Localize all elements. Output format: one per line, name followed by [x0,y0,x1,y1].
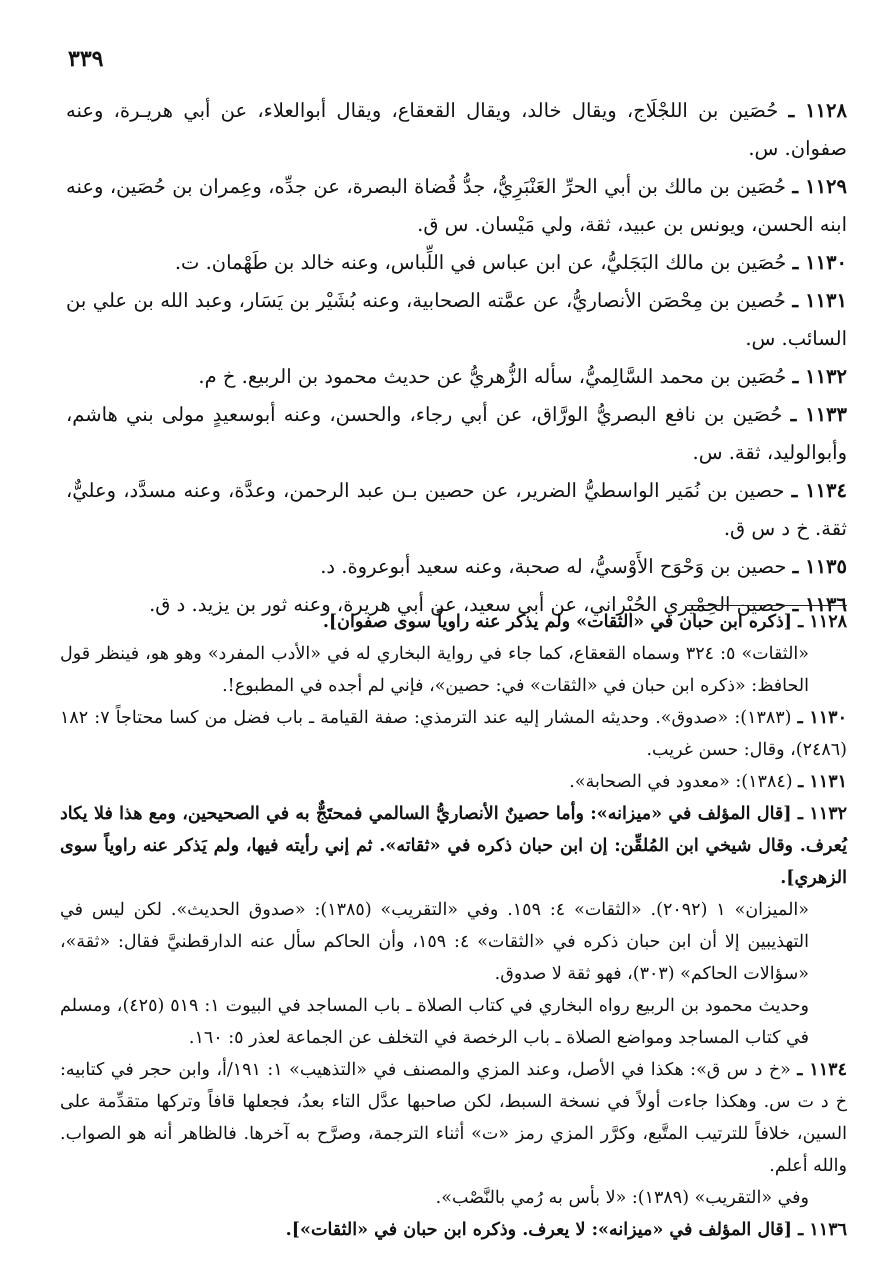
entry-1128 [66,92,847,168]
note-1128 [60,606,847,638]
note-1134 [60,1054,847,1182]
note-1128-detail [60,638,847,702]
entry-text: حُصَين بن نافع البصريُّ الورَّاق، عن أبي رجاء، والحسن، وعنه أبوسعيدٍ مولى بني هاشم، وأبوالوليد، ثقة. س. [66,403,847,464]
note-1136 [60,1214,847,1246]
note-number: ١١٢٨ ـ [798,612,847,632]
entry-number: ١١٣٠ ـ [792,251,847,274]
note-text: (١٣٨٣): «صدوق». وحديثه المشار إليه عند الترمذي: صفة القيامة ـ باب فضل من كسا محتاجاً ٧: ١٨٢ (٢٤٨٦)، وقال: حسن غريب. [60,708,847,760]
entry-text: حصين الحِمْيري الحُبْراني، عن أبي سعيد، عن أبي هريرة، وعنه ثور بن يزيد. د ق. [149,593,787,616]
note-text: «الميزان» ١ (٢٠٩٢). «الثقات» ٤: ١٥٩. وفي «التقريب» (١٣٨٥): «صدوق الحديث». لكن ليس في التهذيبين إلا أن ابن حبان ذكره في «الثقات» ٤: ١٥٩، وأن الحاكم سأل عنه الدارقطنيَّ فقال: «ثقة»، «سؤالات الحاكم» (٣٠٣)، فهو ثقة لا صدوق. [60,900,809,984]
note-1132-hadith [60,990,847,1054]
entry-1132 [66,358,847,396]
entry-number: ١١٣٥ ـ [792,555,847,578]
entry-1134 [66,472,847,548]
entry-text: حصين بن وَحْوَح الأَوْسيُّ، له صحبة، وعنه سعيد أبوعروة. د. [320,555,787,578]
entry-text: حُصَين بن مالك البَجَليُّ، عن ابن عباس في اللِّباس، وعنه خالد بن طَهْمان. ت. [174,251,787,274]
entry-number: ١١٣٣ ـ [790,403,847,426]
entry-1131 [66,282,847,358]
entry-1133 [66,396,847,472]
entry-number: ١١٣٢ ـ [792,365,847,388]
entry-number: ١١٣٦ ـ [792,593,847,616]
entry-text: حُصَين بن محمد السَّالِميُّ، سأله الزُّهريُّ عن حديث محمود بن الربيع. خ م. [198,365,787,388]
entry-1130 [66,244,847,282]
entry-text: حُصَين بن اللجْلَاج، ويقال خالد، ويقال القعقاع، ويقال أبوالعلاء، عن أبي هريـرة، وعنه صفوان. س. [66,99,847,160]
note-number: ١١٣٦ ـ [798,1220,847,1240]
entry-1135 [66,548,847,586]
page-number: ٣٣٩ [68,46,104,72]
note-text: «الثقات» ٥: ٣٢٤ وسماه القعقاع، كما جاء في رواية البخاري له في «الأدب المفرد» وهو هو، فينظر قول الحافظ: «ذكره ابن حبان في «الثقات» في: حصين»، فإني لم أجده في المطبوع!. [60,644,809,696]
note-number: ١١٣٠ ـ [797,708,847,728]
note-number: ١١٣١ ـ [798,772,847,792]
footnotes [60,606,847,1246]
note-number: ١١٣٢ ـ [797,804,847,824]
entry-1129 [66,168,847,244]
entry-number: ١١٢٩ ـ [792,175,847,198]
note-1130 [60,702,847,766]
note-text: [ذكره ابن حبان في «الثقات» ولم يذكر عنه راوياً سوى صفوان]. [322,612,793,632]
entry-number: ١١٢٨ ـ [788,99,847,122]
entry-text: حُصين بن مِحْصَن الأنصاريُّ، عن عمَّته الصحابية، وعنه بُشَيْر بن يَسَار، وعبد الله بن علي بن السائب. س. [66,289,847,350]
note-text: «خ د س ق»: هكذا في الأصل، وعند المزي والمصنف في «التذهيب» ١: ١٩١/أ، وابن حجر في كتابيه: خ د ت س. وهكذا جاءت أولاً في نسخة السبط، لكن صاحبها عدَّل التاء بعدُ، فجعلها قافاً وتركها متقدِّمة على السين، خلافاً للترتيب المتَّبع، وكرَّر المزي رمز «ت» أثناء الترجمة، وصرَّح به آخرها. فالظاهر أنه هو الصواب. والله أعلم. [60,1060,847,1176]
note-text: (١٣٨٤): «معدود في الصحابة». [569,772,793,792]
note-number: ١١٣٤ ـ [797,1060,847,1080]
note-1134-detail [60,1182,847,1214]
note-text: [قال المؤلف في «ميزانه»: لا يعرف. وذكره ابن حبان في «الثقات»]. [285,1220,793,1240]
note-1132-detail [60,894,847,990]
note-text: [قال المؤلف في «ميزانه»: وأما حصينٌ الأنصاريُّ السالمي فمحتَجٌّ به في الصحيحين، ومع هذا فلا يكاد يُعرف. وقال شيخي ابن المُلقِّن: إن ابن حبان ذكره في «ثقاته». ثم إني رأيته فيها، ولم يَذكر عنه راوياً سوى الزهري]. [60,804,847,888]
entry-text: حصين بن نُمَير الواسطيُّ الضرير، عن حصين بـن عبد الرحمن، وعدَّة، وعنه مسدَّد، وعليٌّ، ثقة. خ د س ق. [66,479,847,540]
entry-text: حُصَين بن مالك بن أبي الحرِّ العَنْبَرِيُّ، جدُّ قُضاة البصرة، عن جدِّه، وعِمران بن حُصَين، وعنه ابنه الحسن، ويونس بن عبيد، ثقة، ولي مَيْسان. س ق. [66,175,847,236]
entry-number: ١١٣١ ـ [792,289,847,312]
note-1132 [60,798,847,894]
entry-number: ١١٣٤ ـ [791,479,847,502]
note-text: وفي «التقريب» (١٣٨٩): «لا بأس به رُمي بالنَّصْب». [435,1188,809,1208]
note-text: وحديث محمود بن الربيع رواه البخاري في كتاب الصلاة ـ باب المساجد في البيوت ١: ٥١٩ (٤٢٥)، ومسلم في كتاب المساجد ومواضع الصلاة ـ باب الرخصة في التخلف عن الجماعة لعذر ٥: ١٦٠. [60,996,810,1048]
entries-list [66,92,847,624]
note-1131 [60,766,847,798]
